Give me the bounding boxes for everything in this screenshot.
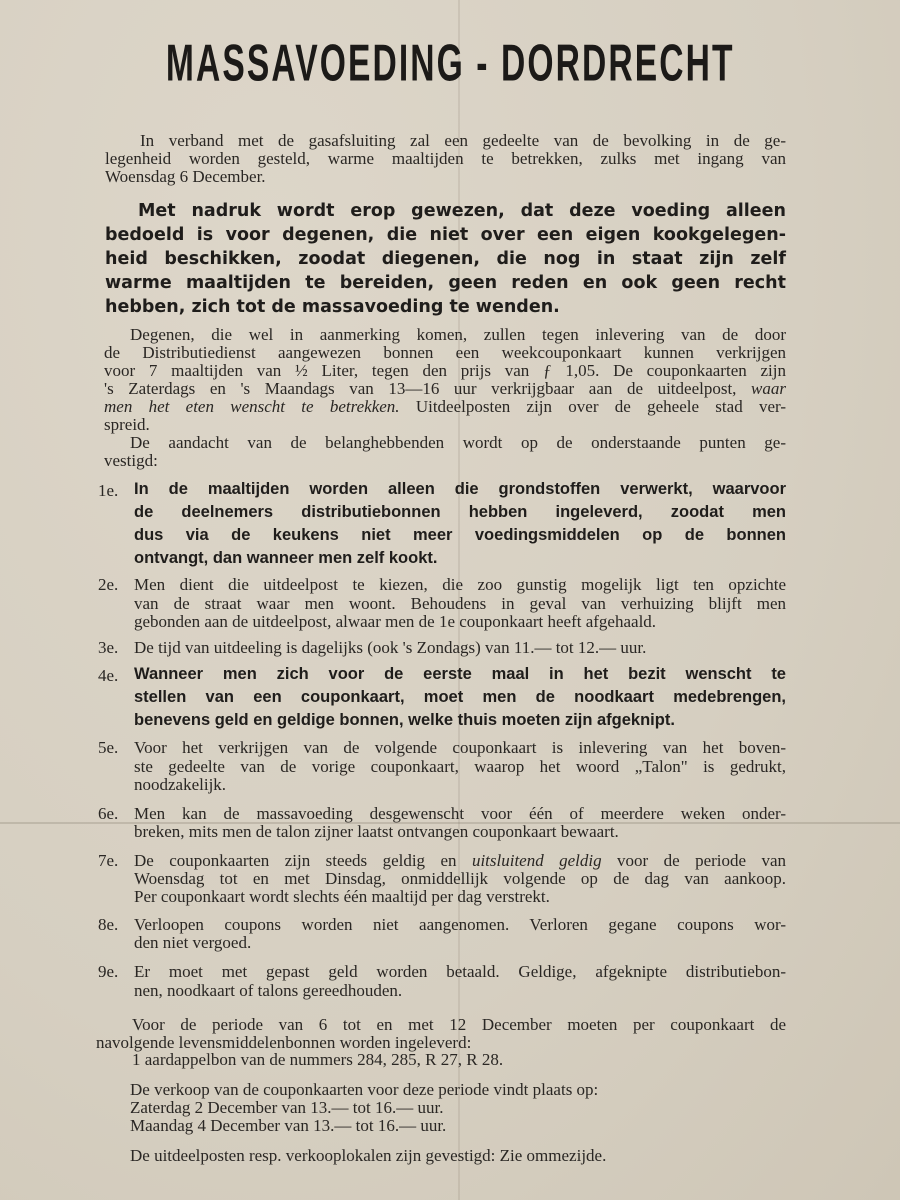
italic-text: waar [751, 379, 786, 398]
point-2-line [134, 612, 786, 632]
text: warme maaltijden te bereiden, geen reden en ook geen recht [105, 273, 786, 293]
text: Voor de periode van 6 tot en met 12 December moeten per couponkaart de [132, 1015, 786, 1034]
text: gebonden aan de uitdeelpost, alwaar men de 1e couponkaart heeft afgehaald. [134, 612, 657, 631]
text: In de maaltijden worden alleen die grondstoffen verwerkt, waarvoor [134, 480, 786, 498]
intro-paragraph-line [105, 167, 786, 187]
text: stellen van een couponkaart, moet men de noodkaart medebrengen, [134, 688, 786, 706]
text: dus via de keukens niet meer voedingsmiddelen op de bonnen [134, 526, 786, 544]
point-number: 9e. [98, 962, 119, 981]
coupon-info-paragraph-line [130, 325, 786, 345]
text: Wanneer men zich voor de eerste maal in het bezit wenscht te [134, 665, 786, 683]
attention-paragraph-line [104, 451, 786, 471]
point-6-line [134, 804, 786, 824]
period-paragraph-line [132, 1015, 786, 1035]
text: De aandacht van de belanghebbenden wordt op de onderstaande punten ge- [130, 433, 786, 452]
intro-paragraph-line [140, 131, 786, 151]
point-4-line [134, 711, 786, 730]
point-1-line [134, 480, 786, 499]
text: Men dient die uitdeelpost te kiezen, die zoo gunstig mogelijk ligt ten opzichte [134, 575, 786, 594]
locations-note-line [130, 1146, 786, 1166]
text: breken, mits men de talon zijner laatst ontvangen couponkaart bewaart. [134, 822, 619, 841]
text: Per couponkaart wordt slechts één maaltijd per dag verstrekt. [134, 887, 550, 906]
text: noodzakelijk. [134, 775, 227, 794]
text: Met nadruk wordt erop gewezen, dat deze voeding alleen [138, 201, 786, 221]
text: Verloopen coupons worden niet aangenomen. Verloren gegane coupons wor- [134, 915, 786, 934]
text: In verband met de gasafsluiting zal een gedeelte van de bevolking in de ge- [140, 131, 786, 150]
text: de Distributiedienst aangewezen bonnen een weekcouponkaart kunnen verkrijgen [104, 343, 786, 362]
point-number: 8e. [98, 915, 119, 934]
document-title: MASSAVOEDING - DORDRECHT [165, 35, 735, 93]
text: Uitdeelposten zijn over de geheele stad ver- [399, 397, 786, 416]
text: De uitdeelposten resp. verkooplokalen zijn gevestigd: Zie ommezijde. [130, 1146, 607, 1165]
text: hebben, zich tot de massavoeding te wenden. [105, 297, 560, 317]
period-paragraph-line [132, 1050, 786, 1070]
coupon-info-paragraph-line [104, 397, 786, 417]
point-9-line [134, 962, 786, 982]
italic-text: men het eten wenscht te betrekken. [104, 397, 400, 416]
text: benevens geld en geldige bonnen, welke thuis moeten zijn afgeknipt. [134, 711, 675, 729]
point-5-line [134, 738, 786, 758]
point-1-line [134, 503, 786, 522]
text: nen, noodkaart of talons gereedhouden. [134, 981, 403, 1000]
point-number: 4e. [98, 666, 119, 685]
point-3-line [134, 638, 786, 658]
point-8-line [134, 933, 786, 953]
point-2-line [134, 575, 786, 595]
text: Degenen, die wel in aanmerking komen, zullen tegen inlevering van de door [130, 325, 786, 344]
text: legenheid worden gesteld, warme maaltijden te betrekken, zulks met ingang van [105, 149, 786, 168]
sale-schedule-line [130, 1080, 786, 1100]
text: Woensdag tot en met Dinsdag, onmiddellijk volgende op de dag van aankoop. [134, 869, 786, 888]
coupon-info-paragraph-line [104, 379, 786, 399]
text: De couponkaarten zijn steeds geldig en [134, 851, 472, 870]
point-5-line [134, 775, 786, 795]
point-6-line [134, 822, 786, 842]
text: Men kan de massavoeding desgewenscht voor één of meerdere weken onder- [134, 804, 786, 823]
text: spreid. [104, 415, 150, 434]
emphasis-paragraph-line [138, 201, 786, 221]
point-number: 6e. [98, 804, 119, 823]
text: Zaterdag 2 December van 13.— tot 16.— uur. [130, 1098, 444, 1117]
text: De tijd van uitdeeling is dagelijks (ook 's Zondags) van 11.— tot 12.— uur. [134, 638, 647, 657]
text: De verkoop van de couponkaarten voor deze periode vindt plaats op: [130, 1080, 599, 1099]
text: heid beschikken, zoodat diegenen, die nog in staat zijn zelf [105, 249, 786, 269]
point-8-line [134, 915, 786, 935]
text: navolgende levensmiddelenbonnen worden ingeleverd: [96, 1033, 472, 1052]
coupon-info-paragraph-line [104, 361, 786, 381]
coupon-info-paragraph-line [104, 343, 786, 363]
point-number: 1e. [98, 481, 119, 500]
text: voor de periode van [601, 851, 786, 870]
point-4-line [134, 665, 786, 684]
intro-paragraph-line [105, 149, 786, 169]
emphasis-paragraph-line [105, 273, 786, 293]
point-1-line [134, 526, 786, 545]
point-4-line [134, 688, 786, 707]
coupon-info-paragraph-line [104, 415, 786, 435]
text: bedoeld is voor degenen, die niet over een eigen kookgelegen- [105, 225, 786, 245]
emphasis-paragraph-line [105, 225, 786, 245]
attention-paragraph-line [130, 433, 786, 453]
text: de deelnemers distributiebonnen hebben ingeleverd, zoodat men [134, 503, 786, 521]
text: 's Zaterdags en 's Maandags van 13—16 uur verkrijgbaar aan de uitdeelpost, [104, 379, 752, 398]
point-number: 2e. [98, 575, 119, 594]
text: ste gedeelte van de vorige couponkaart, waarop het woord „Talon" is gedrukt, [134, 757, 786, 776]
text: ontvangt, dan wanneer men zelf kookt. [134, 549, 438, 567]
text: Maandag 4 December van 13.— tot 16.— uur. [130, 1116, 447, 1135]
point-5-line [134, 757, 786, 777]
point-7-line [134, 851, 786, 871]
text: den niet vergoed. [134, 933, 252, 952]
point-number: 3e. [98, 638, 119, 657]
sale-schedule-line [130, 1098, 786, 1118]
italic-text: uitsluitend geldig [471, 851, 602, 870]
text: vestigd: [104, 451, 158, 470]
point-number: 7e. [98, 851, 119, 870]
point-number: 5e. [98, 738, 119, 757]
text: Er moet met gepast geld worden betaald. Geldige, afgeknipte distributiebon- [134, 962, 786, 981]
point-7-line [134, 887, 786, 907]
text: van de straat waar men woont. Behoudens in geval van verhuizing blijft men [134, 594, 786, 613]
document-header [0, 34, 900, 93]
point-1-line [134, 549, 786, 568]
text: Woensdag 6 December. [105, 167, 266, 186]
text: Voor het verkrijgen van de volgende couponkaart is inlevering van het boven- [134, 738, 786, 757]
text: voor 7 maaltijden van ½ Liter, tegen den prijs van ƒ 1,05. De couponkaarten zijn [104, 361, 786, 380]
emphasis-paragraph-line [105, 297, 786, 317]
point-2-line [134, 594, 786, 614]
text: 1 aardappelbon van de nummers 284, 285, R 27, R 28. [132, 1050, 504, 1069]
point-7-line [134, 869, 786, 889]
sale-schedule-line [130, 1116, 786, 1136]
emphasis-paragraph-line [105, 249, 786, 269]
point-9-line [134, 981, 786, 1001]
